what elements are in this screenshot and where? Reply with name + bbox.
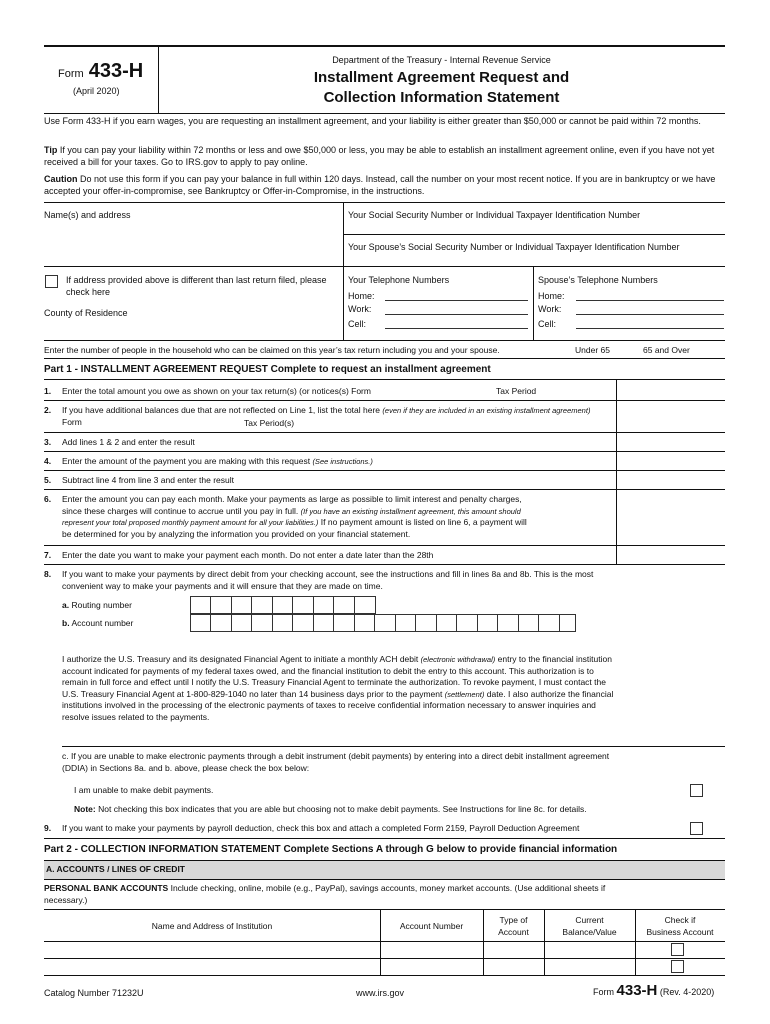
- footer-form-number: 433-H: [616, 982, 658, 999]
- over65-label: 65 and Over: [643, 345, 690, 355]
- line5-text: Subtract line 4 from line 3 and enter the result: [62, 475, 234, 485]
- line2-number: 2.: [44, 405, 52, 415]
- ssn-label: Your Social Security Number or Individual Taxpayer Identification Number: [348, 210, 641, 220]
- line5-amount-field[interactable]: [618, 472, 724, 488]
- routing-number-boxes[interactable]: [190, 596, 376, 614]
- line7-date-field[interactable]: [618, 547, 724, 563]
- cell-label: Cell:: [538, 319, 557, 329]
- spouse-work-phone-field[interactable]: [576, 314, 724, 315]
- part1-heading: Part 1 - INSTALLMENT AGREEMENT REQUEST Complete to request an installment agreement: [44, 364, 491, 375]
- footer-form-id: Form 433-H (Rev. 4-2020): [593, 982, 715, 999]
- spouse-cell-phone-field[interactable]: [576, 328, 724, 329]
- spouse-ssn-field[interactable]: [346, 254, 724, 266]
- rule: [44, 400, 725, 401]
- col-type-header: Type of Account: [498, 915, 529, 937]
- under65-field[interactable]: [614, 343, 640, 357]
- line3-amount-field[interactable]: [618, 434, 724, 450]
- col-account-header: Account Number: [399, 921, 464, 931]
- form-date: (April 2020): [73, 86, 120, 96]
- payroll-deduction-checkbox[interactable]: [690, 822, 703, 835]
- rule: [62, 746, 725, 747]
- business-account-checkbox[interactable]: [671, 960, 684, 973]
- county-field[interactable]: [44, 320, 340, 338]
- home-label: Home:: [538, 291, 565, 301]
- line6-text: Enter the amount you can pay each month. Make your payments as large as possible to limit interest and penalty charges, since these charges will continue to accrue until you pay in full. (If you have an existing installment agreement, this amount should represent your total proposed monthly payment amount for all your liabilities.) If no payment amount is listed on line 6, a payment will be determined for you by analyzing the information you provided on your financial statement.: [62, 494, 527, 539]
- routing-label: a. Routing number: [62, 600, 132, 610]
- unable-debit-label: I am unable to make debit payments.: [74, 785, 214, 795]
- address-change-checkbox[interactable]: [45, 275, 58, 288]
- names-field[interactable]: [44, 222, 340, 264]
- catalog-number: Catalog Number 71232U: [44, 988, 144, 998]
- part2-heading: Part 2 - COLLECTION INFORMATION STATEMENT Complete Sections A through G below to provide financial information: [44, 844, 618, 855]
- rule: [44, 266, 725, 267]
- form-number: 433-H: [88, 60, 144, 82]
- rule: [44, 564, 725, 565]
- divider: [533, 266, 534, 340]
- header-bottom-rule: [44, 113, 725, 114]
- spouse-home-phone-field[interactable]: [576, 300, 724, 301]
- divider: [343, 202, 344, 340]
- ach-authorization-text: I authorize the U.S. Treasury and its designated Financial Agent to initiate a monthly ACH debit (electronic withdrawal) entry to the financial institution account indicated for payments of my federal taxes owed, and the financial institution to debit the entry to this account. This authorization is to remain in full force and effect until I notify the U.S. Treasury Financial Agent to terminate the authorization. To revoke payment, I must contact the U.S. Treasury Financial Agent at 1-800-829-1040 no later than 14 business days prior to the payment (settlement) date. I also authorize the financial institutions involved in the processing of the electronic payments of taxes to receive confidential information necessary to answer inquiries and resolve issues related to the payments.: [62, 654, 614, 722]
- spouse-phone-label: Spouse’s Telephone Numbers: [538, 275, 658, 285]
- line1-text: Enter the total amount you owe as shown on your tax return(s) (or notices(s) Form: [62, 386, 371, 396]
- rule: [44, 470, 725, 471]
- business-account-checkbox[interactable]: [671, 943, 684, 956]
- form-title: Installment Agreement Request and Collection Information Statement: [313, 69, 570, 106]
- line4-text: Enter the amount of the payment you are making with this request (See instructions.): [62, 456, 373, 466]
- your-home-phone-field[interactable]: [385, 300, 528, 301]
- rule: [44, 489, 725, 490]
- address-check-label: If address provided above is different than last return filed, please check here: [66, 275, 327, 297]
- col-balance-header: Current Balance/Value: [562, 915, 617, 937]
- line8c-text: c. If you are unable to make electronic payments through a debit instrument (debit payments) by entering into a direct debit installment agreement (DDIA) in Sections 8a. and b. above, please check the box below:: [62, 751, 610, 773]
- line5-number: 5.: [44, 475, 52, 485]
- rule: [44, 860, 725, 861]
- rule: [44, 202, 725, 203]
- names-label: Name(s) and address: [44, 210, 131, 220]
- rule: [44, 340, 725, 341]
- your-phone-label: Your Telephone Numbers: [348, 275, 450, 285]
- irs-url: www.irs.gov: [356, 988, 405, 998]
- ssn-field[interactable]: [346, 222, 724, 234]
- amount-column-divider: [616, 379, 617, 564]
- section-a-heading: A. ACCOUNTS / LINES OF CREDIT: [46, 864, 185, 874]
- line2-amount-field[interactable]: [618, 402, 724, 430]
- col-business-header: Check if Business Account: [646, 915, 714, 937]
- line3-number: 3.: [44, 437, 52, 447]
- rule: [44, 358, 725, 359]
- line9-text: If you want to make your payments by payroll deduction, check this box and attach a completed Form 2159, Payroll Deduction Agreement: [62, 823, 580, 833]
- top-rule: [44, 45, 725, 47]
- line8-text: If you want to make your payments by direct debit from your checking account, see the instructions and fill in lines 8a and 8b. This is the most convenient way to make your payments and it will ensure that they are made on time.: [62, 569, 594, 591]
- unable-debit-checkbox[interactable]: [690, 784, 703, 797]
- rule: [44, 379, 725, 380]
- rule: [44, 879, 725, 880]
- rule: [44, 432, 725, 433]
- work-label: Work:: [348, 304, 372, 314]
- account-number-boxes[interactable]: [190, 614, 576, 632]
- account-label: b. Account number: [62, 618, 134, 628]
- line2-period-label: Tax Period(s): [244, 418, 295, 428]
- your-cell-phone-field[interactable]: [385, 328, 528, 329]
- home-label: Home:: [348, 291, 375, 301]
- rule: [44, 545, 725, 546]
- line6-number: 6.: [44, 494, 52, 504]
- rule: [44, 975, 725, 976]
- cell-label: Cell:: [348, 319, 367, 329]
- line6-amount-field[interactable]: [618, 491, 724, 543]
- rule: [44, 838, 725, 839]
- col-divider: [380, 909, 381, 975]
- line3-text: Add lines 1 & 2 and enter the result: [62, 437, 195, 447]
- line7-text: Enter the date you want to make your payment each month. Do not enter a date later than the 28th: [62, 550, 434, 560]
- intro-tip: Tip If you can pay your liability within 72 months or less and owe $50,000 or less, you may be able to establish an installment agreement online, even if you have not yet received a bill for your taxes. Go to IRS.gov to apply to pay online.: [44, 145, 715, 167]
- your-work-phone-field[interactable]: [385, 314, 528, 315]
- form-id: Form 433-H: [58, 60, 144, 82]
- intro-use: Use Form 433-H if you earn wages, you are requesting an installment agreement, and your liability is either greater than $50,000 or cannot be paid within 72 months.: [44, 116, 701, 126]
- rule: [44, 909, 725, 910]
- work-label: Work:: [538, 304, 562, 314]
- line4-amount-field[interactable]: [618, 453, 724, 469]
- intro-caution: Caution Do not use this form if you can pay your balance in full within 120 days. Instead, call the number on your most recent notice. If you are in bankruptcy or we have accepted your offer-in-compromise, see Bankruptcy or Offer-in-Compromise, in the instructions.: [44, 174, 716, 196]
- line1-period-label: Tax Period: [496, 386, 537, 396]
- line1-number: 1.: [44, 386, 52, 396]
- line2-text: If you have additional balances due that are not reflected on Line 1, list the total here (even if they are included in an existing installment agreement) Form: [62, 405, 591, 427]
- county-label: County of Residence: [44, 308, 128, 318]
- rule: [343, 234, 725, 235]
- line1-amount-field[interactable]: [618, 381, 724, 399]
- rule: [44, 451, 725, 452]
- spouse-ssn-label: Your Spouse’s Social Security Number or Individual Taxpayer Identification Number: [348, 242, 680, 252]
- bank-accounts-text: PERSONAL BANK ACCOUNTS Include checking, online, mobile (e.g., PayPal), savings accounts, money market accounts. (Use additional sheets if necessary.): [44, 883, 606, 905]
- line7-number: 7.: [44, 550, 52, 560]
- household-label: Enter the number of people in the household who can be claimed on this year’s tax return including you and your spouse.: [44, 345, 500, 355]
- col-institution-header: Name and Address of Institution: [151, 921, 273, 931]
- note-text: Note: Not checking this box indicates that you are able but choosing not to make debit payments. See Instructions for line 8c. for details.: [74, 804, 587, 814]
- line4-number: 4.: [44, 456, 52, 466]
- under65-label: Under 65: [575, 345, 610, 355]
- table-row[interactable]: [45, 942, 379, 957]
- table-row[interactable]: [45, 959, 379, 974]
- line8-number: 8.: [44, 569, 52, 579]
- line9-number: 9.: [44, 823, 52, 833]
- department: Department of the Treasury - Internal Revenue Service: [332, 55, 551, 65]
